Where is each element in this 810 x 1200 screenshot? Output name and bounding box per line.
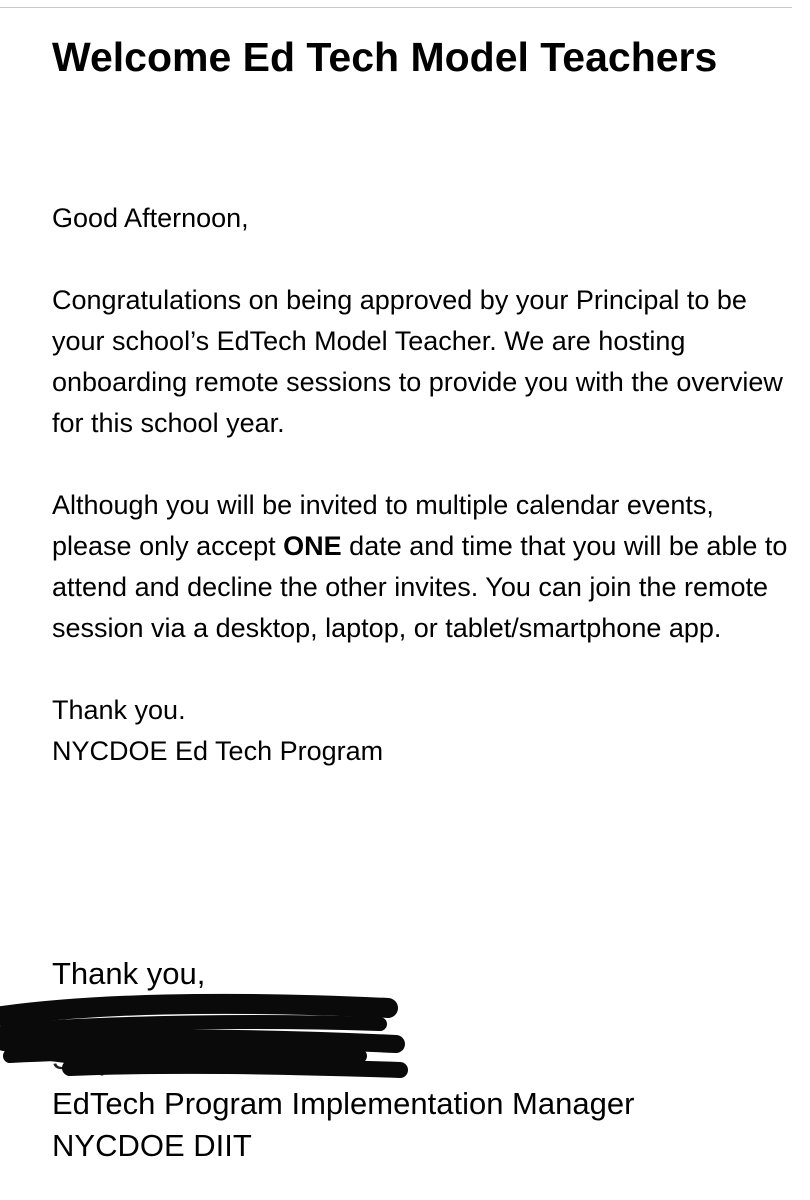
- greeting-line: Good Afternoon,: [52, 203, 249, 233]
- redaction-stroke: [4, 1038, 396, 1044]
- signature-closing: Thank you,: [52, 956, 206, 991]
- email-body: [52, 198, 792, 772]
- calendar-instructions-paragraph: [52, 485, 792, 649]
- signature-role: EdTech Program Implementation Manager: [52, 1086, 635, 1121]
- instructions-text-end: date and time that you will be able to attend and decline the other invites. You can join the remote session via a desktop, laptop, or tablet/smartphone app.: [52, 531, 788, 643]
- email-subject-title: Welcome Ed Tech Model Teachers: [52, 34, 718, 80]
- redaction-scribble: [0, 990, 410, 1095]
- redaction-stroke: [2, 1004, 388, 1016]
- signature-name: Stephanie Cabarcas: [52, 1041, 333, 1076]
- signature-organization: NYCDOE DIIT: [52, 1128, 252, 1163]
- emphasis-one: ONE: [283, 531, 342, 561]
- thanks-line: Thank you.: [52, 695, 186, 725]
- congratulations-paragraph: Congratulations on being approved by your Principal to be your school’s EdTech Model Teacher. We are hosting onboarding remote sessions to provide you with the overview for this school year.: [52, 285, 783, 438]
- instructions-text-start: Although you will be invited to multiple calendar events, please only accept: [52, 490, 714, 561]
- redaction-stroke: [6, 1022, 380, 1030]
- program-name: NYCDOE Ed Tech Program: [52, 736, 384, 766]
- top-divider: [0, 0, 792, 8]
